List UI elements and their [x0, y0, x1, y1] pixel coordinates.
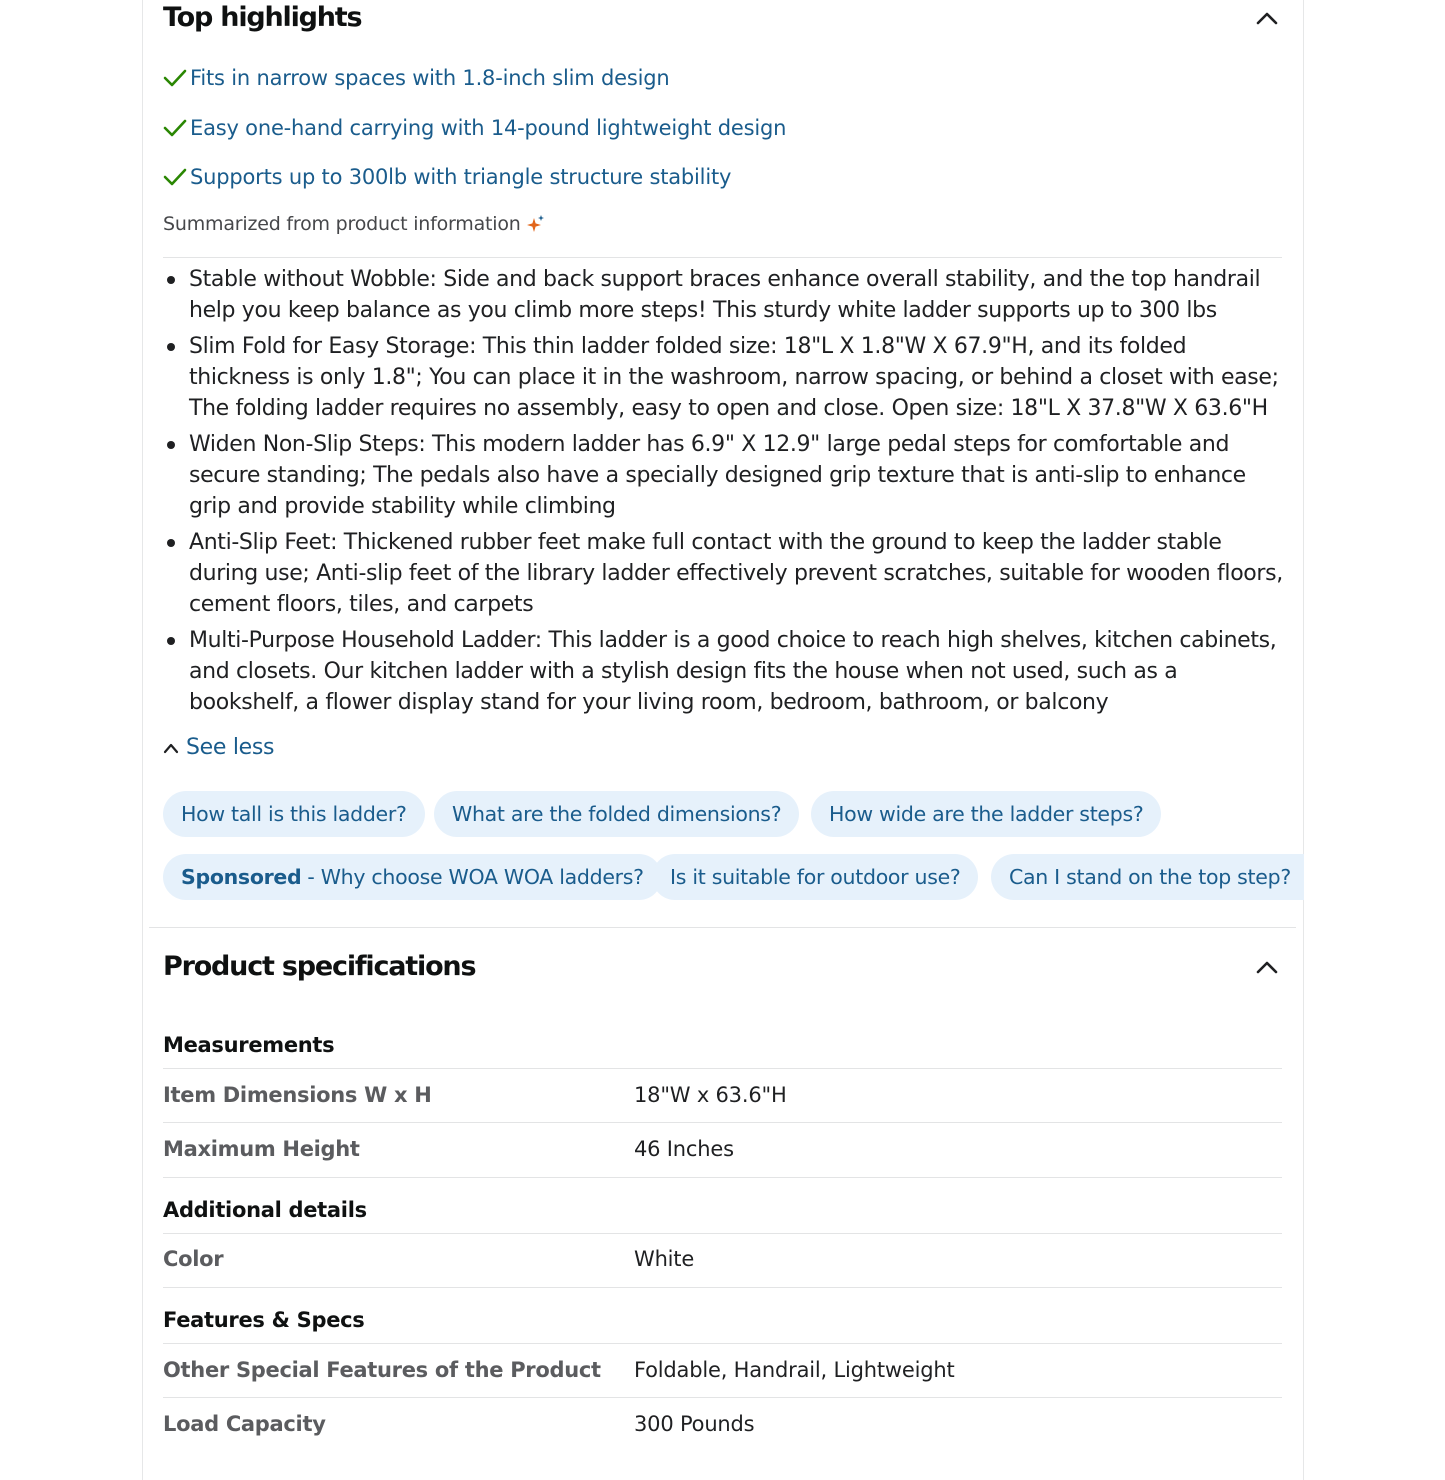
question-text: - Why choose WOA WOA ladders?	[307, 865, 644, 889]
spec-value: 18"W x 63.6"H	[634, 1083, 787, 1107]
chevron-up-icon	[163, 742, 179, 754]
highlight-item	[163, 165, 731, 189]
question-text: Can I stand on the top step?	[1009, 865, 1291, 889]
divider	[163, 1122, 1282, 1123]
summary-note	[163, 213, 546, 235]
divider	[163, 1177, 1282, 1178]
question-pill[interactable]	[163, 791, 425, 837]
sponsored-label: Sponsored	[181, 865, 302, 889]
divider	[163, 1233, 1282, 1234]
highlight-item	[163, 116, 786, 140]
question-pill[interactable]	[652, 854, 978, 900]
spec-group-title: Additional details	[163, 1198, 367, 1222]
see-less-button[interactable]	[163, 735, 274, 760]
spec-label: Color	[163, 1247, 224, 1271]
spec-label: Other Special Features of the Product	[163, 1358, 601, 1382]
summary-text: Summarized from product information	[163, 213, 521, 235]
question-pill[interactable]	[991, 854, 1304, 900]
divider	[163, 1068, 1282, 1069]
spec-label: Item Dimensions W x H	[163, 1083, 432, 1107]
top-highlights-header	[163, 2, 1282, 33]
list-item: Anti-Slip Feet: Thickened rubber feet make full contact with the ground to keep the ladder stable during use; Anti-slip feet of the library ladder effectively prevent scratches, suitable for wooden floors, cement floors, tiles, and carpets	[163, 527, 1288, 620]
list-item: Slim Fold for Easy Storage: This thin ladder folded size: 18"L X 1.8"W X 67.9"H, and its folded thickness is only 1.8"; You can place it in the washroom, narrow spacing, or behind a closet with ease; The folding ladder requires no assembly, easy to open and close. Open size: 18"L X 37.8"W X 63.6"H	[163, 331, 1288, 424]
highlight-text: Easy one-hand carrying with 14-pound lightweight design	[190, 116, 787, 140]
spec-value: White	[634, 1247, 695, 1271]
list-item: Stable without Wobble: Side and back support braces enhance overall stability, and the top handrail help you keep balance as you climb more steps! This sturdy white ladder supports up to 300 lbs	[163, 264, 1288, 326]
question-pill[interactable]	[811, 791, 1161, 837]
product-specifications-header	[163, 951, 1282, 982]
checkmark-icon	[163, 167, 187, 187]
spec-label: Load Capacity	[163, 1412, 326, 1436]
spec-value: 46 Inches	[634, 1137, 734, 1161]
description-list	[163, 264, 1288, 723]
question-text: Is it suitable for outdoor use?	[670, 865, 961, 889]
divider	[163, 1343, 1282, 1344]
see-less-label: See less	[186, 735, 275, 760]
chevron-up-icon[interactable]	[1252, 3, 1282, 33]
question-text: What are the folded dimensions?	[452, 802, 782, 826]
checkmark-icon	[163, 68, 187, 88]
spec-label: Maximum Height	[163, 1137, 360, 1161]
question-text: How tall is this ladder?	[181, 802, 407, 826]
sponsored-question-pill[interactable]	[163, 854, 662, 900]
divider	[163, 1397, 1282, 1398]
highlight-item	[163, 66, 669, 90]
divider	[163, 257, 1282, 258]
chevron-up-icon[interactable]	[1252, 952, 1282, 982]
question-pill[interactable]	[434, 791, 799, 837]
spec-value: 300 Pounds	[634, 1412, 755, 1436]
spec-value: Foldable, Handrail, Lightweight	[634, 1358, 955, 1382]
section-divider	[149, 927, 1296, 928]
top-highlights-title: Top highlights	[163, 2, 362, 33]
ai-sparkle-icon	[526, 214, 546, 234]
list-item: Multi-Purpose Household Ladder: This ladder is a good choice to reach high shelves, kitchen cabinets, and closets. Our kitchen ladder with a stylish design fits the house when not used, such as a bookshelf, a flower display stand for your living room, bedroom, bathroom, or balcony	[163, 625, 1288, 718]
question-text: How wide are the ladder steps?	[829, 802, 1144, 826]
highlight-text: Supports up to 300lb with triangle structure stability	[190, 165, 732, 189]
highlight-text: Fits in narrow spaces with 1.8-inch slim design	[190, 66, 670, 90]
divider	[163, 1287, 1282, 1288]
product-specifications-title: Product specifications	[163, 951, 476, 982]
list-item: Widen Non-Slip Steps: This modern ladder has 6.9" X 12.9" large pedal steps for comfortable and secure standing; The pedals also have a specially designed grip texture that is anti-slip to enhance grip and provide stability while climbing	[163, 429, 1288, 522]
checkmark-icon	[163, 118, 187, 138]
spec-group-title: Features & Specs	[163, 1308, 365, 1332]
spec-group-title: Measurements	[163, 1033, 335, 1057]
